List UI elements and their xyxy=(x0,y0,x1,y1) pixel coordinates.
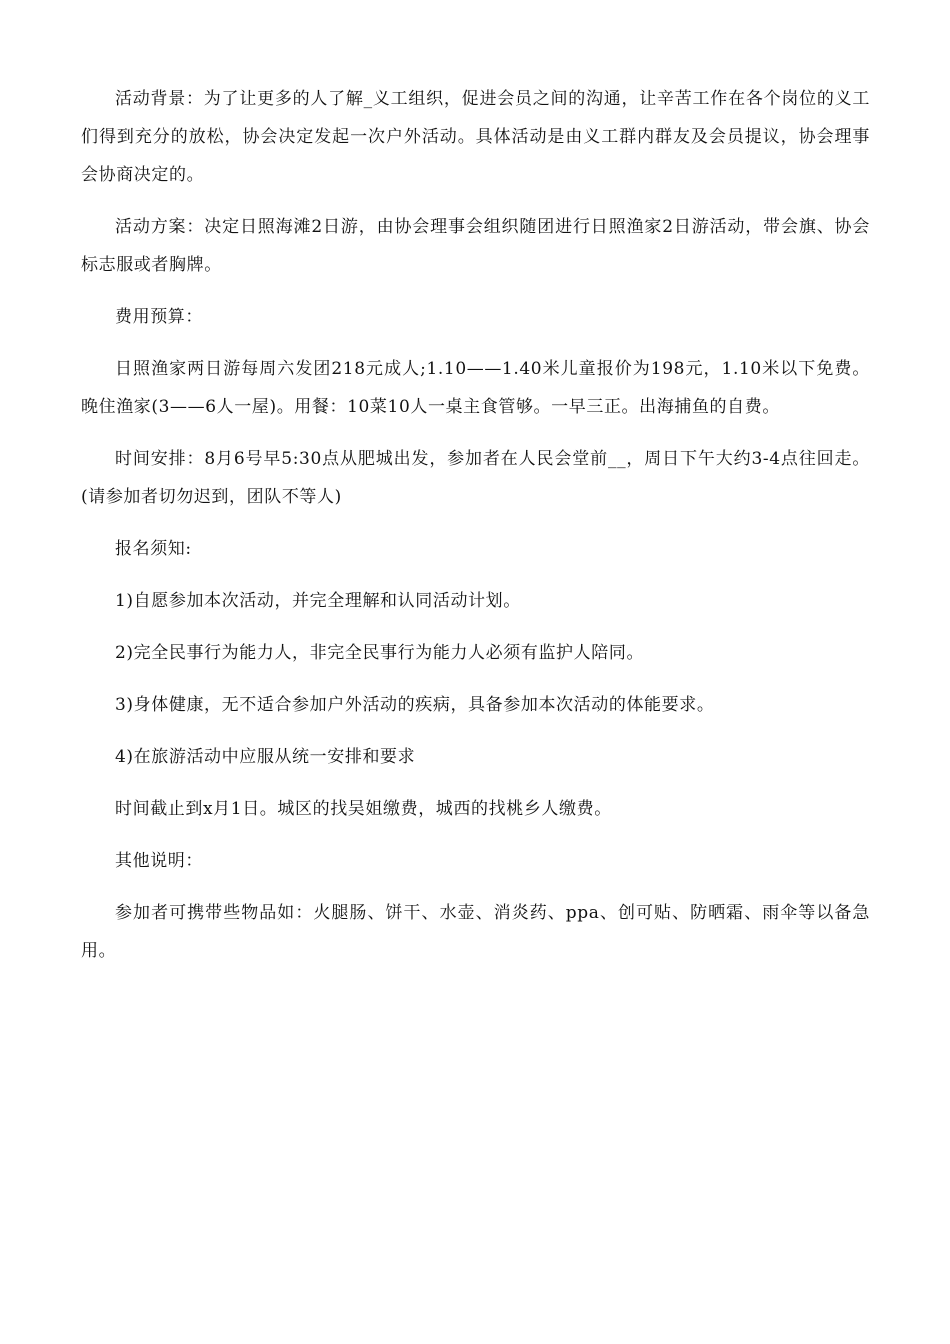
registration-item-3: 3)身体健康，无不适合参加户外活动的疾病，具备参加本次活动的体能要求。 xyxy=(115,695,715,715)
activity-plan-paragraph: 活动方案：决定日照海滩2日游，由协会理事会组织随团进行日照渔家2日游活动，带会旗、协会标志服或者胸牌。 xyxy=(81,217,870,275)
items-to-bring-paragraph: 参加者可携带些物品如：火腿肠、饼干、水壶、消炎药、ppa、创可贴、防晒霜、雨伞等以备急用。 xyxy=(81,903,870,961)
registration-notice-heading: 报名须知: xyxy=(115,539,192,559)
activity-background-paragraph: 活动背景：为了让更多的人了解_义工组织，促进会员之间的沟通，让辛苦工作在各个岗位的义工们得到充分的放松，协会决定发起一次户外活动。具体活动是由义工群内群友及会员提议，协会理事会协商决定的。 xyxy=(81,89,870,185)
deadline-paragraph: 时间截止到x月1日。城区的找吴姐缴费，城西的找桃乡人缴费。 xyxy=(115,799,612,819)
schedule-paragraph: 时间安排：8月6号早5:30点从肥城出发，参加者在人民会堂前__，周日下午大约3-4点往回走。(请参加者切勿迟到，团队不等人) xyxy=(81,449,870,507)
budget-heading: 费用预算： xyxy=(115,307,203,327)
registration-item-1: 1)自愿参加本次活动，并完全理解和认同活动计划。 xyxy=(115,591,521,611)
budget-details-paragraph: 日照渔家两日游每周六发团218元成人;1.10——1.40米儿童报价为198元，1.10米以下免费。晚住渔家(3——6人一屋)。用餐：10菜10人一桌主食管够。一早三正。出海捕鱼的自费。 xyxy=(81,359,870,417)
other-notes-heading: 其他说明： xyxy=(115,851,203,871)
registration-item-2: 2)完全民事行为能力人，非完全民事行为能力人必须有监护人陪同。 xyxy=(115,643,645,663)
registration-item-4: 4)在旅游活动中应服从统一安排和要求 xyxy=(115,747,416,767)
